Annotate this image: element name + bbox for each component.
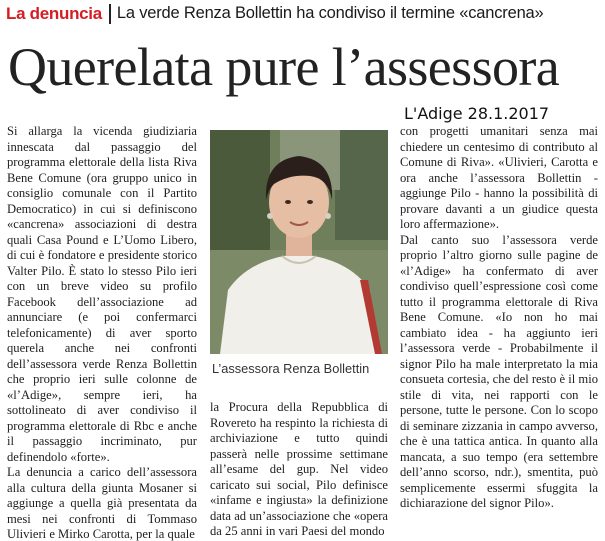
section-label: La denuncia [6, 3, 102, 23]
photo-caption: L’assessora Renza Bollettin [212, 361, 370, 376]
paragraph: Si allarga la vicenda giudiziaria innescata dal passaggio del programma elettorale della lista Riva Bene Comune (ora gruppo unico in consiglio comunale con il Partito Democratico) in cui si definiscono «cancrena» associazioni di destra quali Casa Pound e L’Uomo Libero, di cui è fondatore e presidente storico Valter Pilo. È stato lo stesso Pilo ieri con un breve video su profilo Facebook dell’associazione ad annunciare (e poi confermarci telefonicamente) di aver sporto querela anche nei confronti dell’assessora verde Renza Bollettin che proprio ieri sulle colonne de «l’Adige», sempre ieri, ha sottolineato di aver condiviso il programma elettorale di Rbc e anche il passaggio incriminato, pur definendolo «forte». [7, 124, 197, 464]
kicker-divider [109, 4, 111, 24]
paragraph: con progetti umanitari senza mai chiedere un centesimo di contributo al Comune di Riva». «Ulivieri, Carotta e ora anche l’assessora Bollettin - aggiunge Pilo - hanno la possibilità di provare davanti a un giudice questa loro affermazione». [400, 124, 598, 231]
paragraph: La denuncia a carico dell’assessora alla cultura della giunta Mosaner si aggiunge a quella già presentata da mesi nei confronti di Tommaso Ulivieri e Mirko Carotta, per la quale [7, 465, 197, 541]
article-column-1 [7, 124, 197, 541]
portrait-photo [210, 130, 388, 354]
article-headline: Querelata pure l’assessora [8, 37, 560, 97]
kicker-subheading: La verde Renza Bollettin ha condiviso il termine «cancrena» [116, 4, 544, 22]
portrait-photo-illustration [210, 130, 388, 354]
paragraph: la Procura della Repubblica di Rovereto ha respinto la richiesta di archiviazione e tutto quindi passerà nelle prossime settimane all’esame del gup. Nel video caricato sui social, Pilo definisce «infame e ingiusta» la definizione data ad un’associazione che «opera da 25 anni in vari Paesi del mondo [210, 400, 388, 538]
article-column-3 [400, 124, 598, 541]
paragraph: Dal canto suo l’assessora verde proprio l’altro giorno sulle pagine de «l’Adige» ha confermato di aver condiviso quell’espressione così come tutto il programma elettorale di Riva Bene Comune. «Io non ho mai cambiato idea - ha aggiunto ieri l’assessora verde - Probabilmente il signor Pilo ha male interpretato la mia consueta cortesia, che del resto è il mio stile di vita, nei rapporti con le persone, tutte le persone. Con lo scopo di seminare zizzania in campo avverso, che è una tattica antica. In quanto alla mancata, a suo tempo (era settembre dell’anno scorso, ndr.), smentita, può semplicemente essermi sfuggita la dichiarazione del signor Pilo». [400, 232, 598, 510]
source-annotation: L'Adige 28.1.2017 [404, 104, 550, 123]
article-column-2 [210, 400, 388, 541]
kicker-bar [0, 0, 605, 27]
